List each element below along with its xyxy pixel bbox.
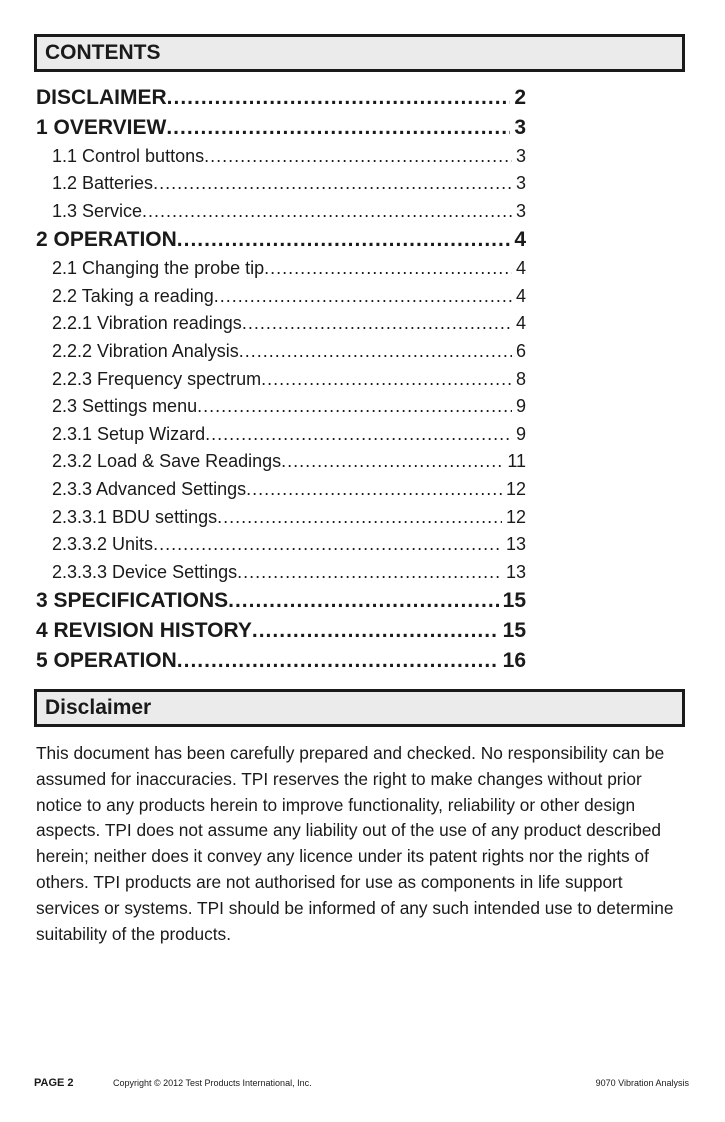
toc-entry[interactable] <box>36 170 526 198</box>
toc-leader-dots <box>246 476 502 504</box>
toc-entry-title: 1.1 Control buttons <box>52 145 205 166</box>
toc-entry-page: 2 <box>514 86 526 109</box>
toc-leader-dots <box>261 366 512 394</box>
toc-entry-page: 11 <box>507 451 526 472</box>
toc-entry[interactable] <box>36 531 526 559</box>
toc-entry[interactable] <box>36 559 526 587</box>
toc-entry-title: 2.3.3 Advanced Settings <box>52 478 247 499</box>
toc-entry[interactable] <box>36 476 526 504</box>
toc-entry-page: 3 <box>515 145 526 166</box>
toc-entry-title: 1.3 Service <box>52 200 143 221</box>
toc-leader-dots <box>217 504 502 532</box>
toc-entry[interactable] <box>36 225 526 255</box>
toc-entry-title: 3 SPECIFICATIONS <box>36 589 229 613</box>
toc-entry-title: 2.3.3.1 BDU settings <box>52 506 218 527</box>
toc-entry-page: 9 <box>515 396 526 417</box>
copyright-notice: Copyright © 2012 Test Products International, Inc. <box>113 1078 312 1088</box>
toc-entry[interactable] <box>36 310 526 338</box>
toc-entry-title: 2.2.3 Frequency spectrum <box>52 368 262 389</box>
toc-entry-page: 13 <box>505 534 526 555</box>
toc-entry-title: DISCLAIMER <box>36 86 167 109</box>
toc-entry-title: 2.3.3.2 Units <box>52 534 154 555</box>
toc-entry-page: 9 <box>515 423 526 444</box>
toc-entry-page: 15 <box>502 619 526 643</box>
toc-entry-page: 4 <box>514 228 526 252</box>
toc-entry-title: 5 OPERATION <box>36 648 177 672</box>
toc-entry[interactable] <box>36 255 526 283</box>
toc-entry-page: 4 <box>515 258 526 279</box>
toc-entry-page: 16 <box>502 648 526 672</box>
toc-entry-page: 15 <box>502 589 526 613</box>
toc-leader-dots <box>205 421 512 449</box>
toc-leader-dots <box>166 113 510 143</box>
toc-entry-title: 2 OPERATION <box>36 228 177 252</box>
toc-entry-page: 3 <box>515 200 526 221</box>
toc-entry-title: 2.1 Changing the probe tip <box>52 258 265 279</box>
toc-entry[interactable] <box>36 586 526 616</box>
toc-entry[interactable] <box>36 83 526 113</box>
toc-entry-title: 2.2.2 Vibration Analysis <box>52 340 239 361</box>
toc-leader-dots <box>228 586 499 616</box>
toc-entry-page: 12 <box>505 478 526 499</box>
toc-entry-page: 8 <box>515 368 526 389</box>
toc-entry-title: 2.2.1 Vibration readings <box>52 313 242 334</box>
toc-leader-dots <box>153 531 502 559</box>
toc-leader-dots <box>281 448 503 476</box>
toc-entry[interactable] <box>36 448 526 476</box>
toc-leader-dots <box>242 310 512 338</box>
toc-entry-page: 4 <box>515 285 526 306</box>
toc-leader-dots <box>197 393 512 421</box>
toc-entry-title: 2.3 Settings menu <box>52 396 198 417</box>
toc-entry[interactable] <box>36 421 526 449</box>
toc-entry-title: 4 REVISION HISTORY <box>36 619 252 643</box>
disclaimer-header: Disclaimer <box>34 689 685 727</box>
toc-leader-dots <box>214 283 512 311</box>
toc-entry[interactable] <box>36 616 526 646</box>
toc-entry[interactable] <box>36 393 526 421</box>
toc-entry-page: 6 <box>515 340 526 361</box>
toc-entry-title: 2.3.3.3 Device Settings <box>52 561 238 582</box>
document-title: 9070 Vibration Analysis <box>595 1078 689 1088</box>
toc-leader-dots <box>264 255 512 283</box>
toc-entry[interactable] <box>36 504 526 532</box>
toc-leader-dots <box>177 225 511 255</box>
toc-leader-dots <box>237 559 502 587</box>
page-number: PAGE 2 <box>34 1077 74 1089</box>
toc-entry-title: 2.3.2 Load & Save Readings <box>52 451 282 472</box>
toc-entry-title: 1.2 Batteries <box>52 173 154 194</box>
toc-leader-dots <box>153 170 512 198</box>
toc-leader-dots <box>239 338 512 366</box>
toc-leader-dots <box>142 198 512 226</box>
toc-entry[interactable] <box>36 366 526 394</box>
toc-entry-title: 2.2 Taking a reading <box>52 285 214 306</box>
toc-entry-page: 12 <box>505 506 526 527</box>
toc-leader-dots <box>252 616 499 646</box>
toc-entry-title: 1 OVERVIEW <box>36 115 167 139</box>
contents-header: CONTENTS <box>34 34 685 72</box>
toc-entry[interactable] <box>36 113 526 143</box>
toc-entry[interactable] <box>36 646 526 676</box>
toc-entry[interactable] <box>36 283 526 311</box>
toc-entry[interactable] <box>36 143 526 171</box>
toc-entry[interactable] <box>36 198 526 226</box>
table-of-contents <box>36 83 526 676</box>
toc-leader-dots <box>204 143 512 171</box>
toc-entry[interactable] <box>36 338 526 366</box>
disclaimer-text: This document has been carefully prepared and checked. No responsibility can be assumed for inaccuracies. TPI reserves the right to make changes without prior notice to any products herein to improve functionality, reliability or other design aspects. TPI does not assume any liability out of the use of any product described herein; neither does it convey any licence under its patent rights nor the rights of others. TPI products are not authorised for use as components in life support services or systems. TPI should be informed of any such intended use to determine suitability of the products. <box>36 743 674 944</box>
toc-entry-page: 13 <box>505 561 526 582</box>
toc-entry-page: 4 <box>515 313 526 334</box>
toc-entry-page: 3 <box>514 115 526 139</box>
toc-entry-page: 3 <box>515 173 526 194</box>
toc-entry-title: 2.3.1 Setup Wizard <box>52 423 206 444</box>
toc-leader-dots <box>167 83 511 113</box>
toc-leader-dots <box>177 646 499 676</box>
